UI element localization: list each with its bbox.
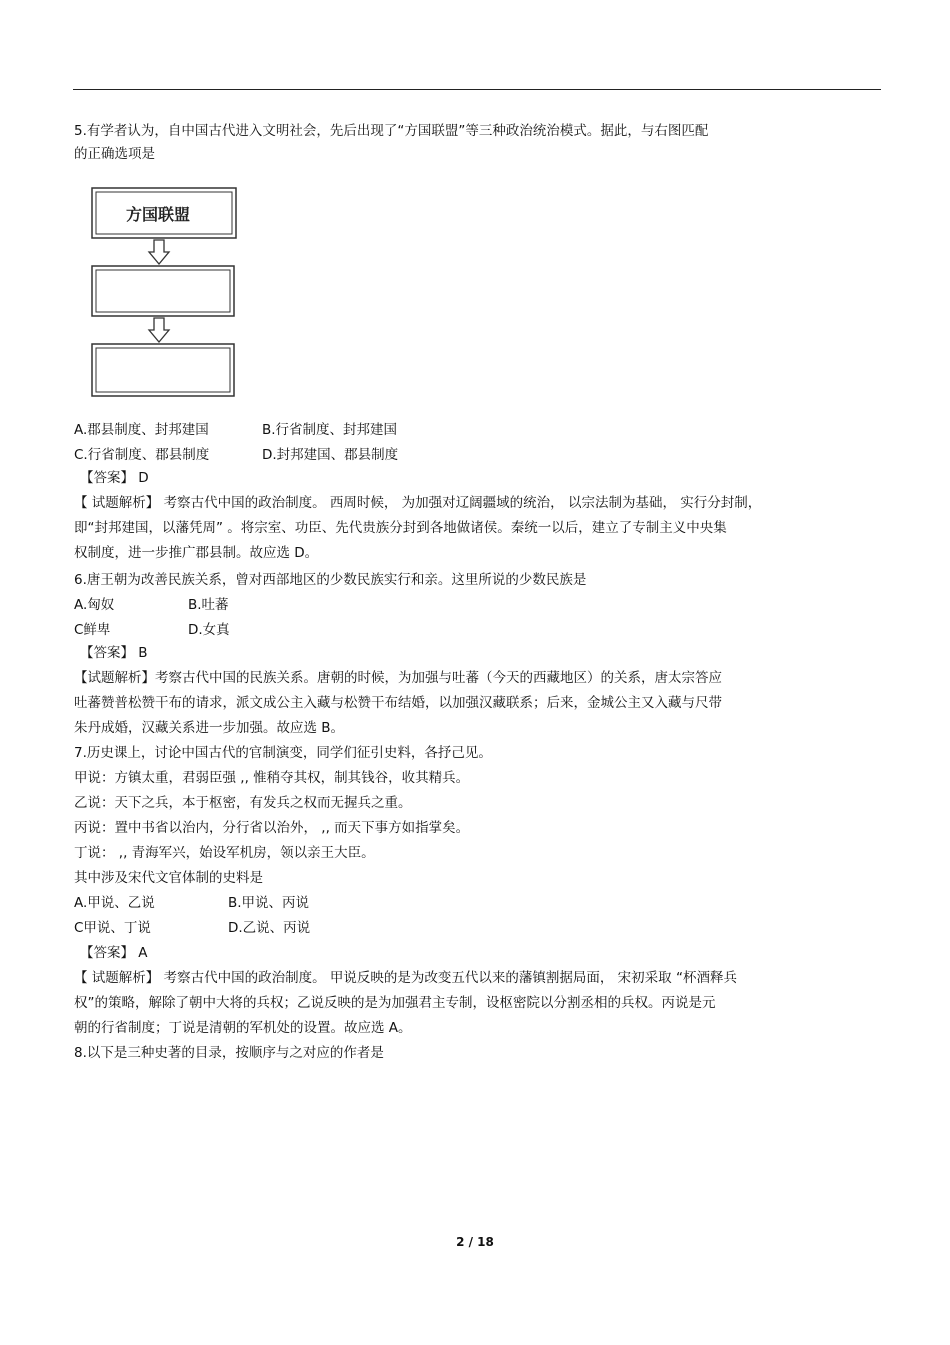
diagram-box-3	[92, 344, 234, 396]
q7-option-a: A.甲说、乙说	[74, 895, 155, 911]
q5-stem-line1: 5.有学者认为，自中国古代进入文明社会，先后出现了“方国联盟”等三种政治统治模式。据此，与右图匹配	[74, 123, 709, 139]
q7-stem: 7.历史课上，讨论中国古代的官制演变，同学们征引史料，各抒己见。	[74, 745, 492, 761]
q5-option-b: B.行省制度、封邦建国	[262, 422, 398, 438]
q6-option-c: C鲜卑	[74, 622, 111, 638]
q6-option-a: A.匈奴	[74, 597, 115, 613]
q5-option-c: C.行省制度、郡县制度	[74, 447, 210, 463]
q5-analysis-line1: 【 试题解析】 考察古代中国的政治制度。 西周时候， 为加强对辽阔疆域的统治， 以宗法制为基础， 实行分封制，	[74, 495, 762, 511]
q7-option-b: B.甲说、丙说	[228, 895, 310, 911]
diagram-box-2	[92, 266, 234, 316]
header-rule	[73, 89, 881, 90]
q6-analysis-line3: 朱丹成婚，汉藏关系进一步加强。故应选 B。	[74, 720, 345, 736]
q6-analysis-line1: 【试题解析】考察古代中国的民族关系。唐朝的时候，为加强与吐蕃（今天的西藏地区）的关系，唐太宗答应	[74, 670, 722, 686]
q7-source-bing: 丙说：置中书省以治内，分行省以治外， ,, 而天下事方如指掌矣。	[74, 820, 470, 836]
q7-answer: 【答案】 A	[80, 945, 148, 961]
q6-option-b: B.吐蕃	[188, 597, 229, 613]
q7-option-d: D.乙说、丙说	[228, 920, 311, 936]
q5-option-d: D.封邦建国、郡县制度	[262, 447, 399, 463]
q6-stem: 6.唐王朝为改善民族关系，曾对西部地区的少数民族实行和亲。这里所说的少数民族是	[74, 572, 587, 588]
q6-analysis-line2: 吐蕃赞普松赞干布的请求，派文成公主入藏与松赞干布结婚，以加强汉藏联系；后来，金城公主又入藏与尺带	[74, 695, 722, 711]
page-number: 2 / 18	[456, 1235, 494, 1249]
q7-analysis-line2: 权”的策略，解除了朝中大将的兵权；乙说反映的是为加强君主专制，设枢密院以分割丞相的兵权。丙说是元	[74, 995, 716, 1011]
q7-source-jia: 甲说：方镇太重，君弱臣强 ,, 惟稍夺其权，制其钱谷，收其精兵。	[74, 770, 470, 786]
diagram-arrow-1	[149, 240, 169, 264]
q6-option-d: D.女真	[188, 622, 230, 638]
q8-stem: 8.以下是三种史著的目录，按顺序与之对应的作者是	[74, 1045, 384, 1061]
q5-flow-diagram	[86, 180, 240, 406]
q7-analysis-line3: 朝的行省制度；丁说是清朝的军机处的设置。故应选 A。	[74, 1020, 412, 1036]
q6-answer: 【答案】 B	[80, 645, 148, 661]
q7-analysis-line1: 【 试题解析】 考察古代中国的政治制度。 甲说反映的是为改变五代以来的藩镇割据局面， 宋初采取 “杯酒释兵	[74, 970, 737, 986]
q7-option-c: C甲说、丁说	[74, 920, 151, 936]
q5-analysis-line3: 权制度，进一步推广郡县制。故应选 D。	[74, 545, 319, 561]
diagram-box-1-label: 方国联盟	[126, 205, 191, 224]
q5-option-a: A.郡县制度、封邦建国	[74, 422, 209, 438]
q7-question: 其中涉及宋代文官体制的史料是	[74, 870, 263, 886]
q7-source-ding: 丁说： ,, 青海军兴，始设军机房，领以亲王大臣。	[74, 845, 375, 861]
q7-source-yi: 乙说：天下之兵，本于枢密，有发兵之权而无握兵之重。	[74, 795, 412, 811]
q5-analysis-line2: 即“封邦建国，以藩凭周” 。将宗室、功臣、先代贵族分封到各地做诸侯。秦统一以后，建立了专制主义中央集	[74, 520, 727, 536]
diagram-arrow-2	[149, 318, 169, 342]
q5-answer: 【答案】 D	[80, 470, 149, 486]
q5-stem-line2: 的正确选项是	[74, 146, 155, 162]
